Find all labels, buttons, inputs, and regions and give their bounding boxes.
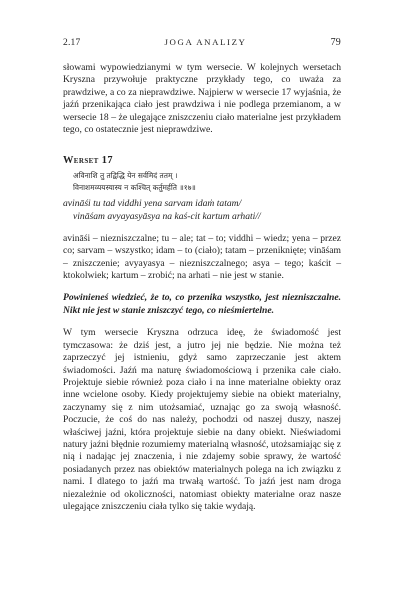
word-for-word-gloss: avināśi – niezniszczalne; tu – ale; tat – to; viddhi – wiedz; yena – przez co; sarvam – wszystko; idam – to (ciało); tatam – przeniknięte; vināśam – zniszczenie; avyayasya – niezniszczalnego; asya – tego; kaścit – ktokolwiek; kartum – zrobić; na arhati – nie jest w stanie. <box>63 232 341 282</box>
commentary-paragraph: W tym wersecie Kryszna odrzuca ideę, że świadomość jest tymczasowa: że dziś jest, a jutro jej nie będzie. Nie można też zaprzeczyć jej istnieniu, gdyż samo zaprzeczanie jest aktem świadomości. Jaźń ma naturę świadomościową i przenika całe ciało. Projektuje siebie również poza ciało i na inne materialne obiekty oraz inne wcielone osoby. Kiedy projektujemy siebie na obiekt materialny, zaczynamy się z nim utożsamiać, uznając go za swoją własność. Poczucie, że coś do nas należy, pochodzi od naszej duszy, naszej właściwej jaźni, która projektuje siebie na dany obiekt. Nieświadomi natury jaźni błędnie rozumiemy materialną własność, utożsamiając się z nią i nadając jej znaczenia, i nie zdajemy sobie sprawy, że wartość posiadanych przez nas obiektów materialnych polega na ich związku z nami. I dlatego to jaźń ma trwałą wartość. To jaźń jest nam droga niezależnie od okoliczności, natomiast obiekty materialne oraz nasze ulegające zniszczeniu ciała tylko się takie wydają. <box>63 327 341 512</box>
transliteration-line-1: avināśi tu tad viddhi yena sarvam idaṁ tatam/ <box>63 198 242 210</box>
intro-paragraph: słowami wypowiedzianymi w tym wersecie. W kolejnych wersetach Kryszna przywołuje praktyczne przykłady tego, co uważa za prawdziwe, a co za nieprawdziwe. Najpierw w wersecie 17 wyjaśnia, że jaźń przenikająca ciało jest prawdziwa i nie podlega przemianom, a w wersecie 18 – że ulegające zniszczeniu ciało materialne jest przykładem tego, co ostatecznie jest nieprawdziwe. <box>63 62 341 136</box>
verse-heading: Werset 17 <box>63 155 113 167</box>
devanagari-line-1: अविनाशि तु तद्विद्धि येन सर्वमिदं ततम् । <box>73 171 178 181</box>
devanagari-line-2: विनाशमव्ययस्यास्य न कश्चित् कर्तुमर्हति ॥१७॥ <box>73 183 196 193</box>
devanagari-verse <box>63 170 341 194</box>
section-number: 2.17 <box>63 38 81 48</box>
page-number: 79 <box>330 37 341 48</box>
transliteration <box>63 198 341 222</box>
running-header <box>63 37 341 48</box>
verse-translation: Powinieneś wiedzieć, że to, co przenika wszystko, jest niezniszczalne. Nikt nie jest w stanie zniszczyć tego, co nieśmiertelne. <box>63 292 341 316</box>
chapter-title: JOGA ANALIZY <box>164 37 247 47</box>
transliteration-line-2: vināśam avyayasyāsya na kaś-cit kartum arhati// <box>73 210 261 222</box>
